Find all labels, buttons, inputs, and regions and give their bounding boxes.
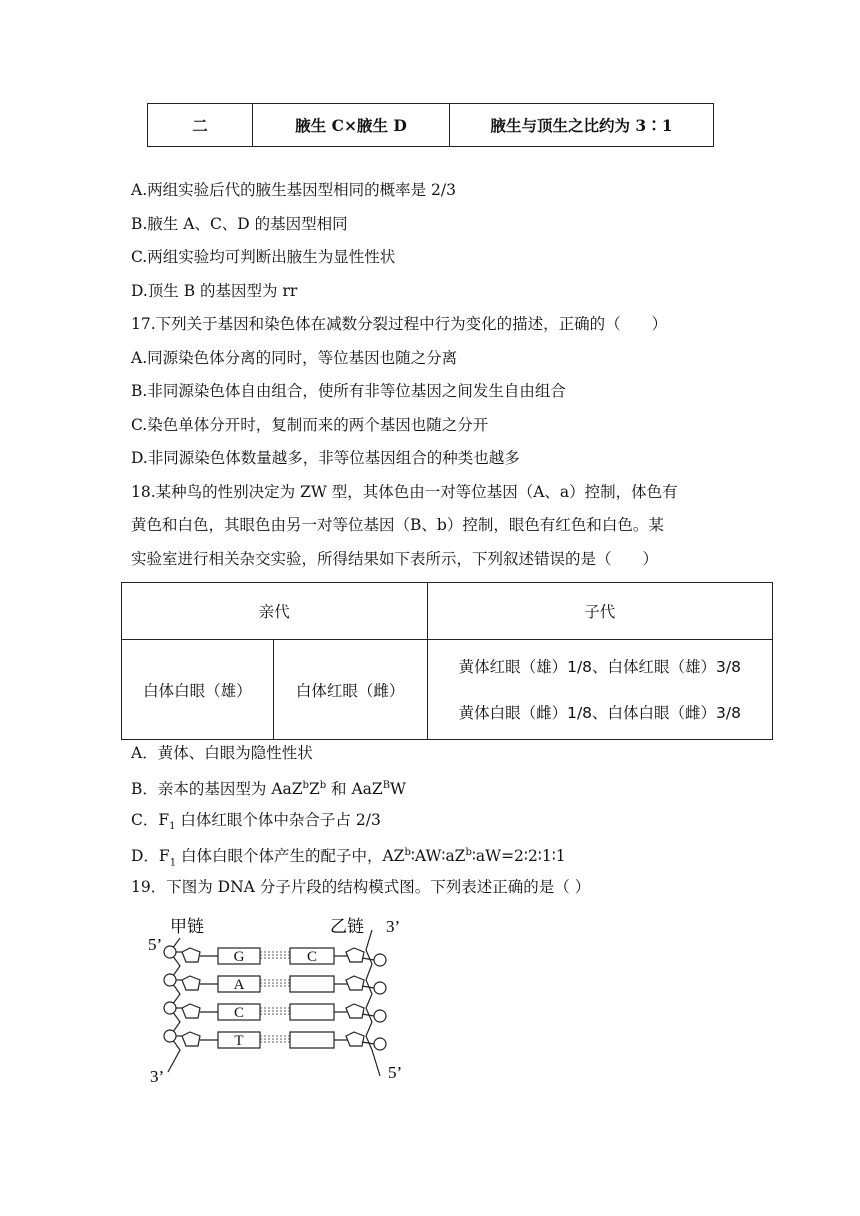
result-cell: 腋生与顶生之比约为 3∶1: [450, 104, 714, 147]
q18-option-d: [131, 843, 566, 873]
q18-option-a: A．黄体、白眼为隐性性状: [131, 744, 313, 762]
dna-structure-diagram: [140, 910, 440, 1090]
header-offspring: 子代: [427, 583, 772, 640]
base-label-left: G: [233, 949, 245, 965]
phosphate-left: [164, 974, 176, 986]
parent-male-cell: 白体白眼（雄）: [122, 640, 274, 740]
bond-right: [362, 1014, 374, 1016]
right-backbone: [366, 930, 380, 1076]
subscript: 1: [169, 857, 177, 869]
offspring-cell: [427, 640, 772, 740]
phosphate-left: [164, 1030, 176, 1042]
q18-stem-line1: 18.某种鸟的性别决定为 ZW 型，其体色由一对等位基因（A、a）控制，体色有: [131, 483, 678, 501]
text: Z: [308, 780, 320, 799]
bond-right: [362, 958, 374, 960]
q18-stem-line3: 实验室进行相关杂交实验，所得结果如下表所示，下列叙述错误的是（ ）: [131, 550, 659, 568]
q17-option-b: B.非同源染色体自由组合，使所有非等位基因之间发生自由组合: [131, 382, 566, 400]
q18-stem-line2: 黄色和白色，其眼色由另一对等位基因（B、b）控制，眼色有红色和白色。某: [131, 516, 664, 534]
text: B．亲本的基因型为 AaZ: [131, 780, 303, 799]
base-right: [290, 1032, 334, 1048]
phosphate-left: [164, 946, 176, 958]
chain-a-label: 甲链: [170, 917, 204, 936]
sugar-right: [346, 976, 364, 990]
cross-table-row: [147, 103, 714, 147]
text: 白体红眼个体中杂合子占 2/3: [175, 811, 381, 829]
q16-option-a: A.两组实验后代的腋生基因型相同的概率是 2/3: [131, 181, 456, 199]
q16-option-d: D.顶生 B 的基因型为 rr: [131, 282, 298, 300]
q16-option-b: B.腋生 A、C、D 的基因型相同: [131, 215, 348, 233]
bottom-right-end-label: 5’: [388, 1063, 403, 1082]
sugar-left: [182, 976, 200, 990]
q19-stem: 19．下图为 DNA 分子片段的结构模式图。下列表述正确的是（ ）: [131, 878, 591, 896]
bond-right: [362, 986, 374, 988]
text: W: [390, 780, 406, 799]
text: D．F: [131, 847, 170, 866]
sugar-left: [182, 948, 200, 962]
header-parent: 亲代: [122, 583, 428, 640]
text: ∶aW=2∶2∶1∶1: [471, 847, 566, 866]
sugar-left: [182, 1032, 200, 1046]
top-right-end-label: 3’: [386, 917, 401, 936]
text: 白体白眼个体产生的配子中，AZ: [176, 847, 405, 866]
superscript: B: [382, 780, 391, 791]
sugar-right: [346, 1004, 364, 1018]
group-cell: 二: [148, 104, 253, 147]
chain-b-label: 乙链: [330, 917, 364, 936]
superscript: b: [465, 847, 472, 858]
phosphate-right: [374, 1010, 386, 1022]
top-left-end-label: 5’: [148, 935, 163, 954]
base-label-left: T: [234, 1033, 244, 1049]
phosphate-left: [164, 1002, 176, 1014]
subscript: 1: [169, 821, 176, 833]
phosphate-right: [374, 982, 386, 994]
phosphate-right: [374, 1038, 386, 1050]
q16-option-c: C.两组实验均可判断出腋生为显性性状: [131, 248, 396, 266]
sugar-right: [346, 948, 364, 962]
q17-stem: 17.下列关于基因和染色体在减数分裂过程中行为变化的描述，正确的（ ）: [131, 315, 668, 333]
text: 和 AaZ: [326, 780, 383, 799]
bottom-left-end-label: 3’: [150, 1067, 165, 1086]
sugar-left: [182, 1004, 200, 1018]
offspring-male-line: 黄体红眼（雄）1/8、白体红眼（雄）3/8: [458, 657, 741, 676]
base-right: [290, 976, 334, 992]
offspring-female-line: 黄体白眼（雌）1/8、白体白眼（雌）3/8: [458, 703, 741, 722]
q17-option-a: A.同源染色体分离的同时，等位基因也随之分离: [131, 349, 458, 367]
q18-option-b: [131, 776, 406, 799]
base-label-right: C: [306, 949, 318, 965]
base-right: [290, 1004, 334, 1020]
parent-female-cell: 白体红眼（雌）: [273, 640, 427, 740]
phosphate-right: [374, 954, 386, 966]
text: C．F: [131, 811, 170, 829]
cross-cell: 腋生 C×腋生 D: [253, 104, 450, 147]
sugar-right: [346, 1032, 364, 1046]
bond-right: [362, 1042, 374, 1044]
q17-option-d: D.非同源染色体数量越多，非等位基因组合的种类也越多: [131, 449, 520, 467]
base-label-left: A: [233, 977, 245, 993]
superscript: b: [319, 780, 327, 791]
q18-option-c: [131, 810, 381, 837]
superscript: b: [302, 780, 309, 791]
base-label-left: C: [233, 1005, 245, 1021]
superscript: b: [404, 847, 411, 858]
text: ∶AW∶aZ: [410, 847, 466, 866]
q17-option-c: C.染色单体分开时，复制而来的两个基因也随之分开: [131, 416, 489, 434]
cross-result-table: [121, 582, 773, 740]
